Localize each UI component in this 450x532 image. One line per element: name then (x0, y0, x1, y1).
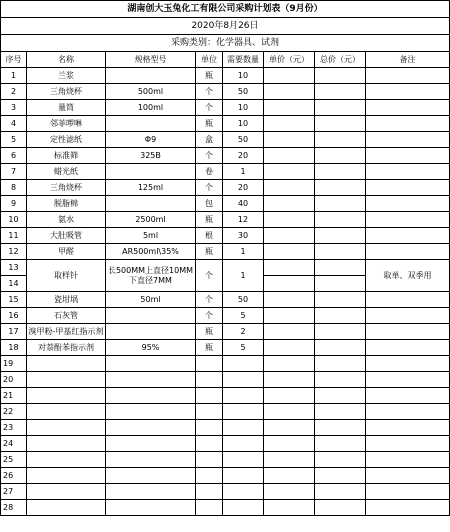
table-row (1, 244, 450, 260)
row-no: 1 (1, 68, 27, 84)
table-date: 2020年8月26日 (1, 18, 450, 35)
row-empty-cell (315, 404, 366, 420)
row-no: 12 (1, 244, 27, 260)
table-row (1, 148, 450, 164)
row-empty-cell (366, 420, 450, 436)
row-empty-cell (223, 388, 264, 404)
row-empty-cell (106, 436, 196, 452)
table-row (1, 292, 450, 308)
row-empty-cell (264, 484, 315, 500)
row-remark (366, 148, 450, 164)
row-qty: 30 (223, 228, 264, 244)
table-row (1, 164, 450, 180)
row-empty-cell (106, 404, 196, 420)
row-no: 3 (1, 100, 27, 116)
row-qty: 10 (223, 116, 264, 132)
table-row (1, 420, 450, 436)
row-empty-cell (264, 452, 315, 468)
row-no: 22 (1, 404, 27, 420)
row-empty-cell (27, 388, 106, 404)
table-row (1, 116, 450, 132)
row-unit: 卷 (196, 164, 223, 180)
row-remark (366, 100, 450, 116)
row-no: 25 (1, 452, 27, 468)
table-row (1, 356, 450, 372)
row-unit: 瓶 (196, 340, 223, 356)
row-empty-cell (196, 356, 223, 372)
row-empty-cell (264, 388, 315, 404)
row-spec: AR500ml\35% (106, 244, 196, 260)
row-name: 石灰管 (27, 308, 106, 324)
row-empty-cell (315, 468, 366, 484)
row-unit: 个 (196, 180, 223, 196)
row-empty-cell (264, 372, 315, 388)
row-empty-cell (264, 420, 315, 436)
row-total-price (315, 340, 366, 356)
row-no: 15 (1, 292, 27, 308)
table-row (1, 388, 450, 404)
row-no: 10 (1, 212, 27, 228)
row-empty-cell (223, 420, 264, 436)
row-qty: 1 (223, 260, 264, 292)
row-total-price (315, 180, 366, 196)
row-empty-cell (315, 372, 366, 388)
row-no: 28 (1, 500, 27, 516)
col-header-unit: 单位 (196, 52, 223, 68)
row-spec (106, 308, 196, 324)
row-qty: 10 (223, 68, 264, 84)
row-unit-price (264, 84, 315, 100)
row-qty: 20 (223, 180, 264, 196)
row-spec-line: 下直径7MM (129, 275, 172, 285)
row-qty: 10 (223, 100, 264, 116)
table-row (1, 84, 450, 100)
col-header-total-price: 总价（元） (315, 52, 366, 68)
row-remark: 取单、双季用 (366, 260, 450, 292)
row-no: 7 (1, 164, 27, 180)
row-unit-price (264, 196, 315, 212)
row-unit-price (264, 148, 315, 164)
row-empty-cell (223, 404, 264, 420)
row-qty: 50 (223, 84, 264, 100)
row-unit: 个 (196, 84, 223, 100)
row-name: 量筒 (27, 100, 106, 116)
row-empty-cell (264, 468, 315, 484)
table-row (1, 228, 450, 244)
row-name: 取样针 (27, 260, 106, 292)
row-empty-cell (196, 372, 223, 388)
row-spec (106, 324, 196, 340)
row-qty: 5 (223, 308, 264, 324)
table-row (1, 68, 450, 84)
row-name: 标准筛 (27, 148, 106, 164)
row-qty: 2 (223, 324, 264, 340)
row-no: 19 (1, 356, 27, 372)
row-unit: 瓶 (196, 116, 223, 132)
row-empty-cell (106, 356, 196, 372)
row-remark (366, 324, 450, 340)
row-qty: 20 (223, 148, 264, 164)
row-total-price (315, 308, 366, 324)
row-name: 邻菲啰啉 (27, 116, 106, 132)
row-empty-cell (315, 452, 366, 468)
row-name: 定性滤纸 (27, 132, 106, 148)
header-row (1, 52, 450, 68)
row-unit-price (264, 308, 315, 324)
row-empty-cell (223, 500, 264, 516)
row-no: 20 (1, 372, 27, 388)
row-empty-cell (27, 356, 106, 372)
row-empty-cell (196, 452, 223, 468)
row-empty-cell (223, 436, 264, 452)
row-empty-cell (27, 436, 106, 452)
row-empty-cell (196, 404, 223, 420)
row-spec-line: 长500MM上直径10MM (107, 265, 194, 275)
row-spec: 100ml (106, 100, 196, 116)
row-total-price (315, 212, 366, 228)
row-empty-cell (223, 484, 264, 500)
row-empty-cell (106, 388, 196, 404)
row-empty-cell (366, 372, 450, 388)
row-empty-cell (315, 420, 366, 436)
row-empty-cell (27, 484, 106, 500)
row-empty-cell (366, 436, 450, 452)
purchase-category: 采购类别：化学器具、试剂 (1, 35, 450, 52)
table-row (1, 132, 450, 148)
row-total-price (315, 68, 366, 84)
col-header-qty: 需要数量 (223, 52, 264, 68)
row-total-price (315, 228, 366, 244)
row-no: 11 (1, 228, 27, 244)
row-unit-price (264, 292, 315, 308)
table-row (1, 100, 450, 116)
row-total-price (315, 196, 366, 212)
row-remark (366, 244, 450, 260)
row-remark (366, 132, 450, 148)
row-name: 溴甲粉-甲基红指示剂 (27, 324, 106, 340)
row-unit: 根 (196, 228, 223, 244)
row-empty-cell (27, 372, 106, 388)
row-total-price (315, 164, 366, 180)
row-name: 对萘酚苯指示剂 (27, 340, 106, 356)
row-no: 4 (1, 116, 27, 132)
row-total-price (315, 116, 366, 132)
col-header-spec: 规格型号 (106, 52, 196, 68)
table-row (1, 436, 450, 452)
row-empty-cell (366, 484, 450, 500)
row-empty-cell (27, 500, 106, 516)
row-empty-cell (264, 404, 315, 420)
table-row (1, 324, 450, 340)
row-spec: 500ml (106, 84, 196, 100)
row-empty-cell (27, 420, 106, 436)
col-header-remark: 备注 (366, 52, 450, 68)
row-unit: 个 (196, 292, 223, 308)
row-unit-price (264, 164, 315, 180)
row-unit-price (264, 68, 315, 84)
table-row (1, 212, 450, 228)
row-unit-price (264, 212, 315, 228)
row-total-price (315, 148, 366, 164)
row-empty-cell (196, 484, 223, 500)
row-empty-cell (366, 356, 450, 372)
table-title: 湖南创大玉兔化工有限公司采购计划表（9月份） (1, 1, 450, 18)
row-qty: 5 (223, 340, 264, 356)
row-empty-cell (366, 404, 450, 420)
row-spec: 125ml (106, 180, 196, 196)
row-qty: 1 (223, 244, 264, 260)
row-empty-cell (106, 420, 196, 436)
row-qty: 50 (223, 292, 264, 308)
row-empty-cell (366, 468, 450, 484)
row-unit-price (264, 228, 315, 244)
row-no: 5 (1, 132, 27, 148)
row-unit: 瓶 (196, 68, 223, 84)
row-empty-cell (196, 468, 223, 484)
row-remark (366, 340, 450, 356)
row-total-price (315, 100, 366, 116)
row-unit: 瓶 (196, 244, 223, 260)
row-empty-cell (223, 468, 264, 484)
row-name: 蜡光纸 (27, 164, 106, 180)
row-qty: 40 (223, 196, 264, 212)
row-unit: 个 (196, 308, 223, 324)
row-no: 8 (1, 180, 27, 196)
row-spec: 2500ml (106, 212, 196, 228)
row-unit-price (264, 324, 315, 340)
row-empty-cell (223, 372, 264, 388)
row-empty-cell (223, 452, 264, 468)
row-no: 17 (1, 324, 27, 340)
row-unit: 个 (196, 100, 223, 116)
row-empty-cell (264, 356, 315, 372)
row-spec: Φ9 (106, 132, 196, 148)
row-name: 氨水 (27, 212, 106, 228)
table-row (1, 404, 450, 420)
table-row (1, 180, 450, 196)
row-name: 三角烧杯 (27, 84, 106, 100)
table-row (1, 308, 450, 324)
row-remark (366, 180, 450, 196)
row-total-price (315, 324, 366, 340)
row-spec: 50ml (106, 292, 196, 308)
row-unit: 瓶 (196, 212, 223, 228)
row-unit: 瓶 (196, 324, 223, 340)
row-unit: 个 (196, 148, 223, 164)
row-spec: 325B (106, 148, 196, 164)
row-empty-cell (315, 356, 366, 372)
row-name: 三角烧杯 (27, 180, 106, 196)
row-empty-cell (315, 484, 366, 500)
row-unit-price (264, 260, 315, 276)
row-remark (366, 164, 450, 180)
row-total-price (315, 244, 366, 260)
row-no: 26 (1, 468, 27, 484)
row-name: 瓷坩埚 (27, 292, 106, 308)
row-remark (366, 308, 450, 324)
row-remark (366, 228, 450, 244)
row-empty-cell (315, 388, 366, 404)
table-row (1, 372, 450, 388)
row-empty-cell (196, 420, 223, 436)
row-qty: 1 (223, 164, 264, 180)
row-empty-cell (315, 436, 366, 452)
row-qty: 50 (223, 132, 264, 148)
row-remark (366, 212, 450, 228)
row-empty-cell (106, 468, 196, 484)
table-row (1, 500, 450, 516)
row-remark (366, 84, 450, 100)
row-no: 21 (1, 388, 27, 404)
table-row (1, 452, 450, 468)
row-total-price (315, 260, 366, 276)
row-name: 甲醛 (27, 244, 106, 260)
row-unit-price (264, 116, 315, 132)
row-unit-price (264, 276, 315, 292)
row-unit: 盒 (196, 132, 223, 148)
row-unit-price (264, 100, 315, 116)
row-spec (106, 164, 196, 180)
row-unit: 包 (196, 196, 223, 212)
row-unit: 个 (196, 260, 223, 292)
row-empty-cell (196, 436, 223, 452)
table-row (1, 484, 450, 500)
row-remark (366, 68, 450, 84)
row-total-price (315, 84, 366, 100)
row-name: 脱脂棉 (27, 196, 106, 212)
row-empty-cell (27, 404, 106, 420)
row-empty-cell (366, 500, 450, 516)
row-no: 23 (1, 420, 27, 436)
row-qty: 12 (223, 212, 264, 228)
row-no: 13 (1, 260, 27, 276)
row-no: 14 (1, 276, 27, 292)
row-total-price (315, 132, 366, 148)
row-name: 大肚吸管 (27, 228, 106, 244)
row-total-price (315, 292, 366, 308)
row-spec (106, 196, 196, 212)
row-remark (366, 292, 450, 308)
row-total-price (315, 276, 366, 292)
row-no: 6 (1, 148, 27, 164)
row-no: 18 (1, 340, 27, 356)
row-no: 24 (1, 436, 27, 452)
row-empty-cell (196, 388, 223, 404)
table-row (1, 260, 450, 276)
col-header-unit-price: 单价（元） (264, 52, 315, 68)
row-empty-cell (223, 356, 264, 372)
row-spec: 5ml (106, 228, 196, 244)
row-empty-cell (106, 500, 196, 516)
row-remark (366, 196, 450, 212)
row-empty-cell (264, 500, 315, 516)
row-unit-price (264, 132, 315, 148)
row-spec (106, 260, 196, 292)
col-header-no: 序号 (1, 52, 27, 68)
row-empty-cell (106, 484, 196, 500)
table-row (1, 468, 450, 484)
row-empty-cell (106, 452, 196, 468)
row-empty-cell (196, 500, 223, 516)
row-empty-cell (366, 388, 450, 404)
row-empty-cell (315, 500, 366, 516)
row-no: 9 (1, 196, 27, 212)
row-spec (106, 68, 196, 84)
row-spec: 95% (106, 340, 196, 356)
row-unit-price (264, 244, 315, 260)
row-empty-cell (106, 372, 196, 388)
table-row (1, 340, 450, 356)
row-spec (106, 116, 196, 132)
row-empty-cell (366, 452, 450, 468)
row-empty-cell (264, 436, 315, 452)
row-unit-price (264, 340, 315, 356)
row-empty-cell (27, 468, 106, 484)
row-unit-price (264, 180, 315, 196)
row-no: 16 (1, 308, 27, 324)
row-no: 27 (1, 484, 27, 500)
row-remark (366, 116, 450, 132)
table-row (1, 196, 450, 212)
row-name: 兰浆 (27, 68, 106, 84)
row-no: 2 (1, 84, 27, 100)
col-header-name: 名称 (27, 52, 106, 68)
row-empty-cell (27, 452, 106, 468)
